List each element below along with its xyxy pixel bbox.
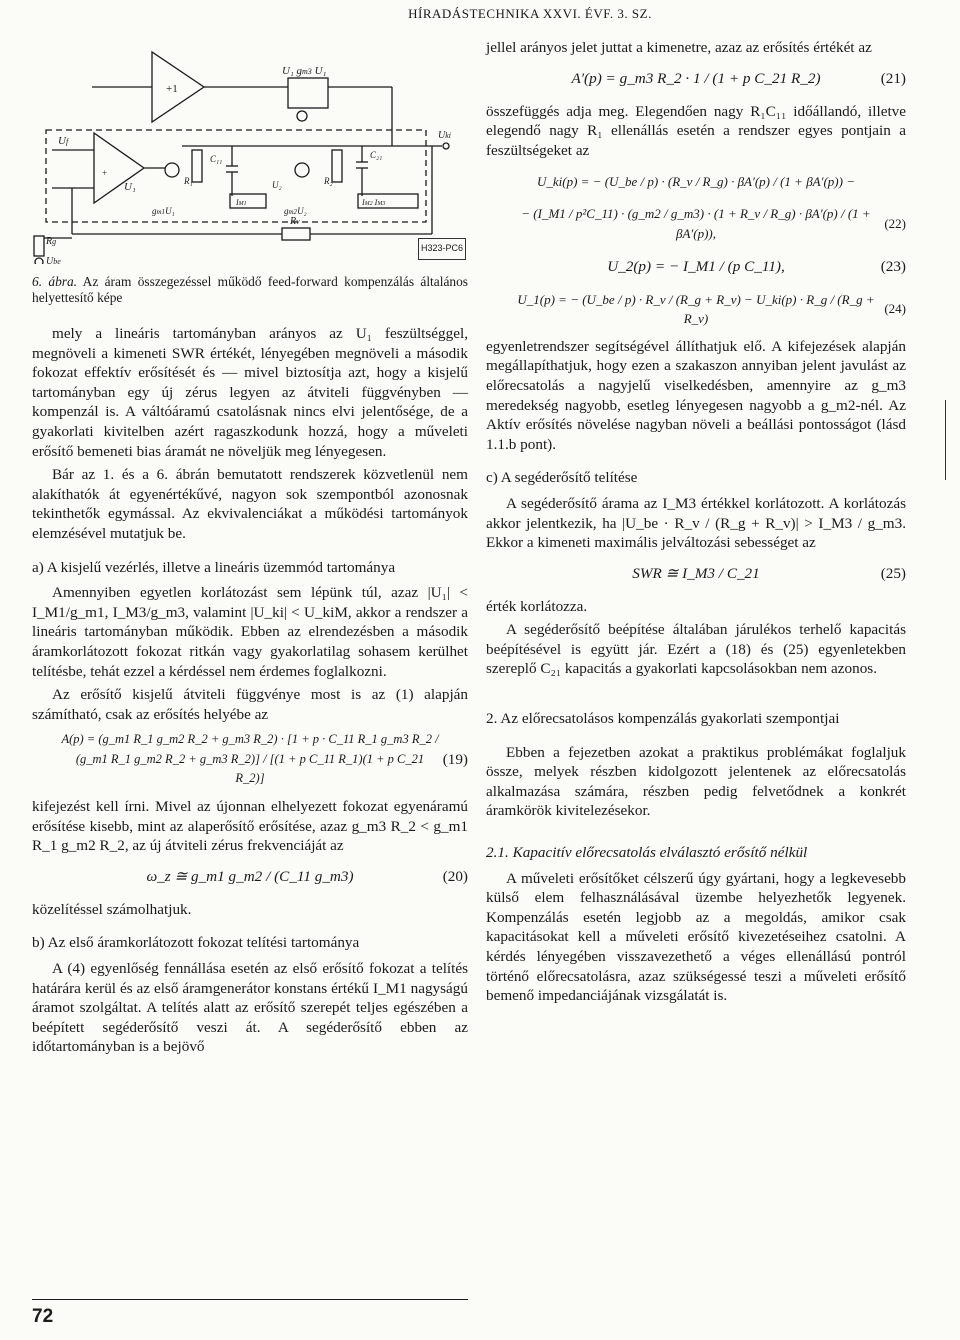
equation-24-body: U_1(p) = − (U_be / p) · R_v / (R_g + R_v) − U_ki(p) · R_g / (R_g + R_v)	[517, 291, 875, 327]
equation-20-number: (20)	[442, 868, 468, 886]
equation-25	[486, 559, 906, 589]
section-21-heading: 2.1. Kapacitív előrecsatolás elválasztó erősítő nélkül	[486, 844, 808, 862]
equation-21-number: (21)	[880, 69, 906, 87]
svg-text:Uki: Uki	[438, 130, 452, 141]
svg-text:C₂₁: C₂₁	[370, 150, 383, 160]
figure-label: H323-PC6	[418, 238, 466, 260]
caption-prefix: 6. ábra.	[32, 274, 78, 289]
section-c-heading: c) A segéderősítő telítése	[486, 469, 638, 487]
svg-text:U₂: U₂	[272, 180, 282, 190]
right-paragraph-2: összefüggés adja meg. Elegendően nagy R₁C₁₁ időállandó, illetve elegendő nagy R₁ ellenállás esetén a rendszer egyes pontjain a feszültségeket az	[486, 102, 906, 159]
equation-19-body: A(p) = (g_m1 R_1 g_m2 R_2 + g_m3 R_2) · [1 + p · C_11 R_1 g_m3 R_2 / (g_m1 R_1 g_m2 R_2 + g_m3 R_2)] / [(1 + p C_11 R_1)(1 + p C_21 R_2)]	[61, 732, 439, 786]
equation-20-body: ω_z ≅ g_m1 g_m2 / (C_11 g_m3)	[146, 868, 354, 886]
left-paragraph-7: A (4) egyenlőség fennállása esetén az első erősítő fokozat a telítés határára kerül és az első áramgenerátor konstans értékű I_M1 nagyságú áramot szolgáltat. A telítés alatt az erősítő szerepét teljes egészében a beépített segéderősítő veszi át. A segéderősítő ebben az időtartományban is a bejövő	[32, 960, 468, 1056]
equation-23	[486, 252, 906, 282]
margin-mark	[945, 400, 946, 480]
caption-text: Az áram összegezéssel működő feed-forward kompenzálás általános helyettesítő képe	[32, 274, 468, 305]
svg-text:gm1U₁: gm1U₁	[152, 206, 175, 216]
svg-text:Rg: Rg	[46, 236, 57, 247]
equation-21	[486, 64, 906, 94]
right-paragraph-6: A segéderősítő beépítése általában járulékos terhelő kapacitás beépítésével is együtt jár. Ezért a (18) és (25) egyenletekben szereplő C₂₁ kapacitás a gyakorlati kapcsolásokban nem azonos.	[486, 621, 906, 678]
equation-19	[32, 730, 468, 789]
figure-caption	[32, 274, 468, 306]
right-paragraph-4: A segéderősítő árama az I_M3 értékkel korlátozott. A korlátozás akkor jelentkezik, ha |U_be · R_v / (R_g + R_v)| > I_M3 / g_m3. Ekkor a kimeneti maximális jelváltozási sebességet az	[486, 494, 906, 552]
right-paragraph-1: jellel arányos jelet juttat a kimenetre, azaz az erősítés értékét az	[486, 39, 872, 56]
equation-23-body: U_2(p) = − I_M1 / (p C_11),	[607, 257, 785, 275]
aux-amplifier-symbol	[152, 52, 204, 122]
page-number: 72	[32, 1306, 54, 1327]
svg-text:R₁: R₁	[184, 176, 193, 186]
equation-22b-body: − (I_M1 / p²C_11) · (g_m2 / g_m3) · (1 + R_v / R_g) · βA′(p) / (1 + βA′(p)),	[521, 206, 871, 241]
left-paragraph-2: Bár az 1. és a 6. ábrán bemutatott rendszerek közvetlenül nem alakíthatók át egyenértékűvé, nagyon sok szempontból azonosnak tekinthetők egymással. Az ekvivalenciákat a működési tartományok elemzésével mutatjuk be.	[32, 466, 468, 542]
equation-20	[32, 862, 468, 892]
left-column	[32, 38, 468, 1061]
left-paragraph-4: Az erősítő kisjelű átviteli függvénye most is az (1) alapján számítható, csak az erősítés helyébe az	[32, 686, 468, 723]
svg-text:Rv: Rv	[290, 216, 300, 227]
right-paragraph-3: egyenletrendszer segítségével állíthatjuk elő. A kifejezések alapján megállapíthatjuk, hogy ezen a szakaszon annyiban jelent javulást az előrecsatolás a nagyjelű viselkedésben, amennyire az g_m3 meredekség nagyobb, esetleg lényegesen nagyobb a g_m2-nél. Az Aktív erősítés növelése nagyban növeli a beállási pontosságot (lásd 1.1.b pont).	[486, 337, 906, 453]
right-paragraph-8: A műveleti erősítőket célszerű úgy gyártani, hogy a legkevesebb külső elem felhasználásával üzembe helyezhetők legyenek. Kompenzálás esetén legjobb az a megoldás, amikor csak kapacitásokat kell a műveleti erősítő kivezetéseihez csatolni. A kérdés lényegében visszavezethető a véges ellenállású pontról történő előrecsatolásra, azaz szükségessé teszi a műveleti erősítő bemenő impedanciájának vizsgálatát is.	[486, 869, 906, 1005]
section-a-heading: a) A kisjelű vezérlés, illetve a lineáris üzemmód tartománya	[32, 558, 396, 576]
svg-text:C₁₁: C₁₁	[210, 154, 223, 164]
right-paragraph-7: Ebben a fejezetben azokat a praktikus problémákat foglaljuk össze, melyek részben kidolgozott jelentenek az előrecsatolás alkalmazása számára, részben pedig felvetődnek a konkrét áramkörök kivitelezésekor.	[486, 743, 906, 820]
svg-text:R₂: R₂	[324, 176, 333, 186]
svg-text:gm2U₂: gm2U₂	[284, 206, 307, 216]
equation-21-body: A′(p) = g_m3 R_2 · 1 / (1 + p C_21 R_2)	[571, 69, 821, 87]
right-column	[486, 38, 906, 1010]
svg-text:U₁: U₁	[124, 181, 136, 193]
left-paragraph-6: közelítéssel számolhatjuk.	[32, 900, 192, 918]
svg-text:Ube: Ube	[46, 256, 61, 264]
footer-rule	[32, 1299, 468, 1300]
section-2-heading: 2. Az előrecsatolásos kompenzálás gyakorlati szempontjai	[486, 710, 840, 728]
svg-text:+: +	[102, 168, 108, 178]
running-header: HÍRADÁSTECHNIKA XXVI. ÉVF. 3. SZ.	[408, 6, 652, 21]
equation-24	[486, 290, 906, 329]
equation-25-number: (25)	[880, 564, 906, 582]
equation-22b	[486, 204, 906, 243]
right-paragraph-5: érték korlátozza.	[486, 597, 588, 615]
equation-22a-body: U_ki(p) = − (U_be / p) · (R_v / R_g) · βA′(p) / (1 + βA′(p)) −	[537, 173, 855, 189]
equation-22-number: (22)	[884, 216, 906, 232]
svg-text:+1: +1	[166, 83, 178, 95]
equation-19-number: (19)	[442, 750, 468, 768]
left-paragraph-3: Amennyiben egyetlen korlátozást sem lépünk túl, azaz |U₁| < I_M1/g_m1, I_M3/g_m3, valamint |U_ki| < U_kiM, akkor a rendszer a lineáris tartományban működik. Ebben az elrendezésben a második áramkorlátozott fokozat ritkán vagy gyakorlatilag sohasem kerülhet telítésbe, tehát ezzel a kérdéssel nem érdemes foglalkozni.	[32, 584, 468, 680]
equation-23-number: (23)	[880, 257, 906, 275]
svg-text:IM2 IM3: IM2 IM3	[362, 198, 386, 207]
svg-text:U₁ gm3 U₁: U₁ gm3 U₁	[282, 65, 327, 77]
left-paragraph-1: mely a lineáris tartományban arányos az U₁ feszültséggel, megnöveli a kimeneti SWR értékét, lényegében megnöveli a második fokozat effektív erősítését és — mivel biztosítja azt, hogy a kisjelű tartományban egy új zérus legyen az átviteli függvényben — kompenzál is. A váltóáramú csatolásnak nincs elvi jelentősége, de a gyakorlati kivitelben azért ragaszkodunk hozzá, hogy a műveleti erősítő bemeneti bias áramát ne növeljük meg lényegesen.	[32, 325, 468, 460]
equation-22a	[486, 166, 906, 196]
left-paragraph-5: kifejezést kell írni. Mivel az újonnan elhelyezett fokozat egyenáramú erősítése kisebb, mint az alaperősítő erősítése, azaz g_m3 R_2 < g_m1 R_1 g_m2 R_2, az új átviteli zérus frekvenciáját az	[32, 798, 468, 855]
circuit-figure	[32, 38, 468, 264]
section-b-heading: b) Az első áramkorlátozott fokozat telítési tartománya	[32, 934, 360, 952]
equation-25-body: SWR ≅ I_M3 / C_21	[632, 564, 760, 582]
circuit-diagram	[32, 38, 468, 264]
svg-text:Uf: Uf	[58, 135, 69, 147]
svg-text:IM1: IM1	[236, 198, 247, 207]
equation-24-number: (24)	[884, 301, 906, 317]
